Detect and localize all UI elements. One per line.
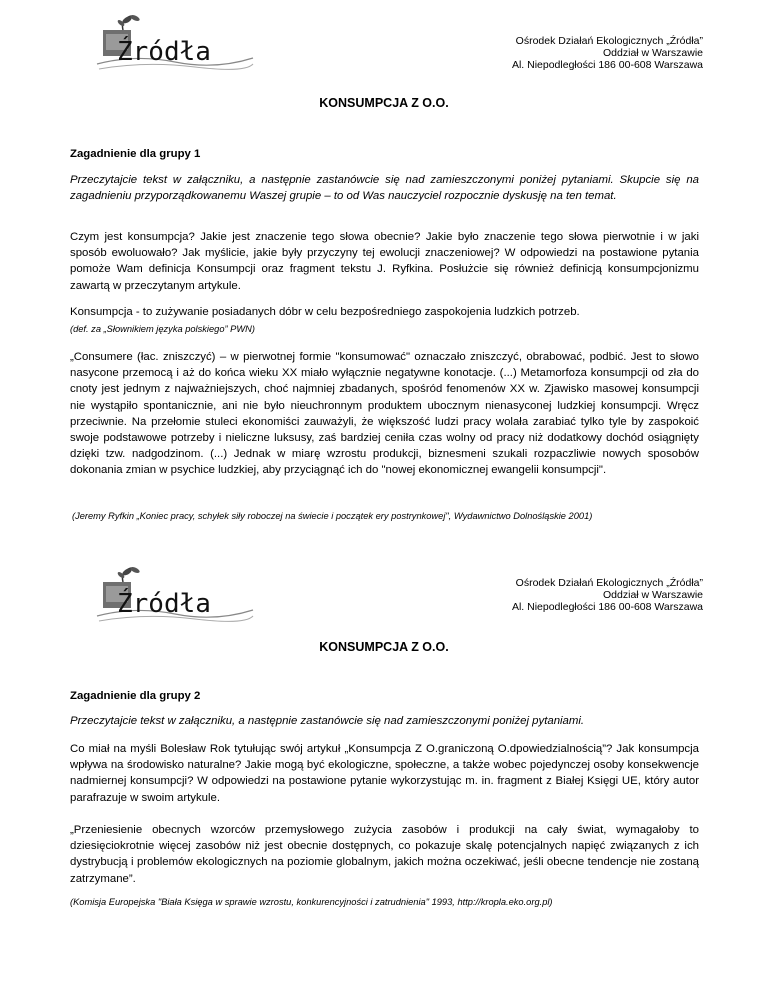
quote: „Consumere (łac. zniszczyć) – w pierwotnej formie "konsumować" oznaczało zniszczyć, obrabować, podbić. Jest to słowo nasycone przemocą i aż do końca wieku XX miało wyłącznie negatywne konotacje. (...) Metamorfoza konsumpcji od zła do cnoty jest jednym z najważniejszych, choć najmniej zbadanych, spośród fenomenów XX w. Zjawisko masowej konsumpcji nie wystąpiło spontanicznie, ani nie było nieuchronnym produktem ubocznym nienasyconej ludzkiej konsumpcji. Wręcz przeciwnie. Na przełomie stuleci ekonomiści zauważyli, że większość ludzi pracy wolała zarabiać tylko tyle by zaspokoić swoje podstawowe potrzeby i nieliczne luksusy, zaś bardziej ceniła czas wolny od pracy niż dodatkowy dochód osiągnięty dzięki tzw. nadgodzinom. (...) Jednak w miarę wzrostu produkcji, biznesmeni szukali rozpaczliwie nowych sposobów dokonania zmian w psychice ludzkiej, aby przyciągnąć ich do "nowej ekonomicznej ewangelii konsumpcji". — [70, 351, 699, 477]
group-heading: Zagadnienie dla grupy 2 — [70, 690, 201, 702]
zrodla-logo — [95, 566, 255, 626]
definition-source: (def. za „Słownikiem języka polskiego” PWN) — [70, 324, 255, 334]
quote-source: (Jeremy Ryfkin „Koniec pracy, schyłek siły roboczej na świecie i początek ery postrynkowej", Wydawnictwo Dolnośląskie 2001) — [72, 511, 593, 521]
quote: „Przeniesienie obecnych wzorców przemysłowego zużycia zasobów i produkcji na cały świat, wymagałoby to dziesięciokrotnie więcej zasobów niż jest obecnie dostępnych, co pokazuje skalę potencjalnych napięć związanych z ich dystrybucją i problemów ekologicznych na poziomie globalnym, jakich można oczekiwać, jeśli obecne tendencje nie zostaną zatrzymane”. — [70, 824, 699, 885]
svg-text:Źródła: Źródła — [117, 37, 211, 67]
instructions: Przeczytajcie tekst w załączniku, a następnie zastanówcie się nad zamieszczonymi poniżej pytaniami. — [70, 715, 585, 727]
org-street: Al. Niepodległości 186 00-608 Warszawa — [511, 601, 703, 613]
definition: Konsumpcja - to zużywanie posiadanych dóbr w celu bezpośredniego zaspokojenia ludzkich potrzeb. — [70, 306, 580, 318]
org-street: Al. Niepodległości 186 00-608 Warszawa — [511, 59, 703, 71]
org-branch: Oddział w Warszawie — [603, 47, 703, 59]
org-branch: Oddział w Warszawie — [603, 589, 703, 601]
organization-address — [512, 577, 703, 613]
instructions: Przeczytajcie tekst w załączniku, a następnie zastanówcie się nad zamieszczonymi poniżej pytaniami. Skupcie się na zagadnieniu przyporządkowanemu Waszej grupie – to od Was nauczyciel rozpocznie dyskusję na ten temat. — [70, 174, 699, 203]
page-title: KONSUMPCJA Z O.O. — [319, 640, 449, 654]
zrodla-logo-graphic — [95, 14, 255, 74]
group-heading: Zagadnienie dla grupy 1 — [70, 148, 201, 160]
svg-text:Źródła: Źródła — [117, 589, 211, 619]
quote-source: (Komisja Europejska "Biała Księga w sprawie wzrostu, konkurencyjności i zatrudnienia" 1993, http://kropla.eko.org.pl) — [70, 897, 553, 907]
organization-address — [512, 35, 703, 71]
org-name: Ośrodek Działań Ekologicznych „Źródła” — [515, 577, 703, 589]
org-name: Ośrodek Działań Ekologicznych „Źródła” — [515, 35, 703, 47]
zrodla-logo-graphic — [95, 566, 255, 626]
questions: Co miał na myśli Bolesław Rok tytułując swój artykuł „Konsumpcja Z O.graniczoną O.dpowiedzialnością”? Jak konsumpcja wpływa na środowisko naturalne? Jakie mogą być ekologiczne, społeczne, a także wobec pojedynczej osoby konsekwencje nadmiernej konsumpcji? W odpowiedzi na postawione pytanie wykorzystując m. in. fragment z Białej Księgi UE, który autor parafrazuje w swoim artykule. — [70, 743, 699, 804]
questions: Czym jest konsumpcja? Jakie jest znaczenie tego słowa obecnie? Jakie było znaczenie tego słowa pierwotnie i w jaki sposób ewoluowało? Jak myślicie, jakie były przyczyny tej ewolucji znaczeniowej? W odpowiedzi na postawione pytania pomoże Wam definicja Konsumpcji oraz fragment tekstu J. Ryfkina. Posłużcie się również definicją konsumpcjonizmu zawartą w przeczytanym artykule. — [70, 231, 699, 292]
page-title: KONSUMPCJA Z O.O. — [319, 96, 449, 110]
zrodla-logo — [95, 14, 255, 74]
